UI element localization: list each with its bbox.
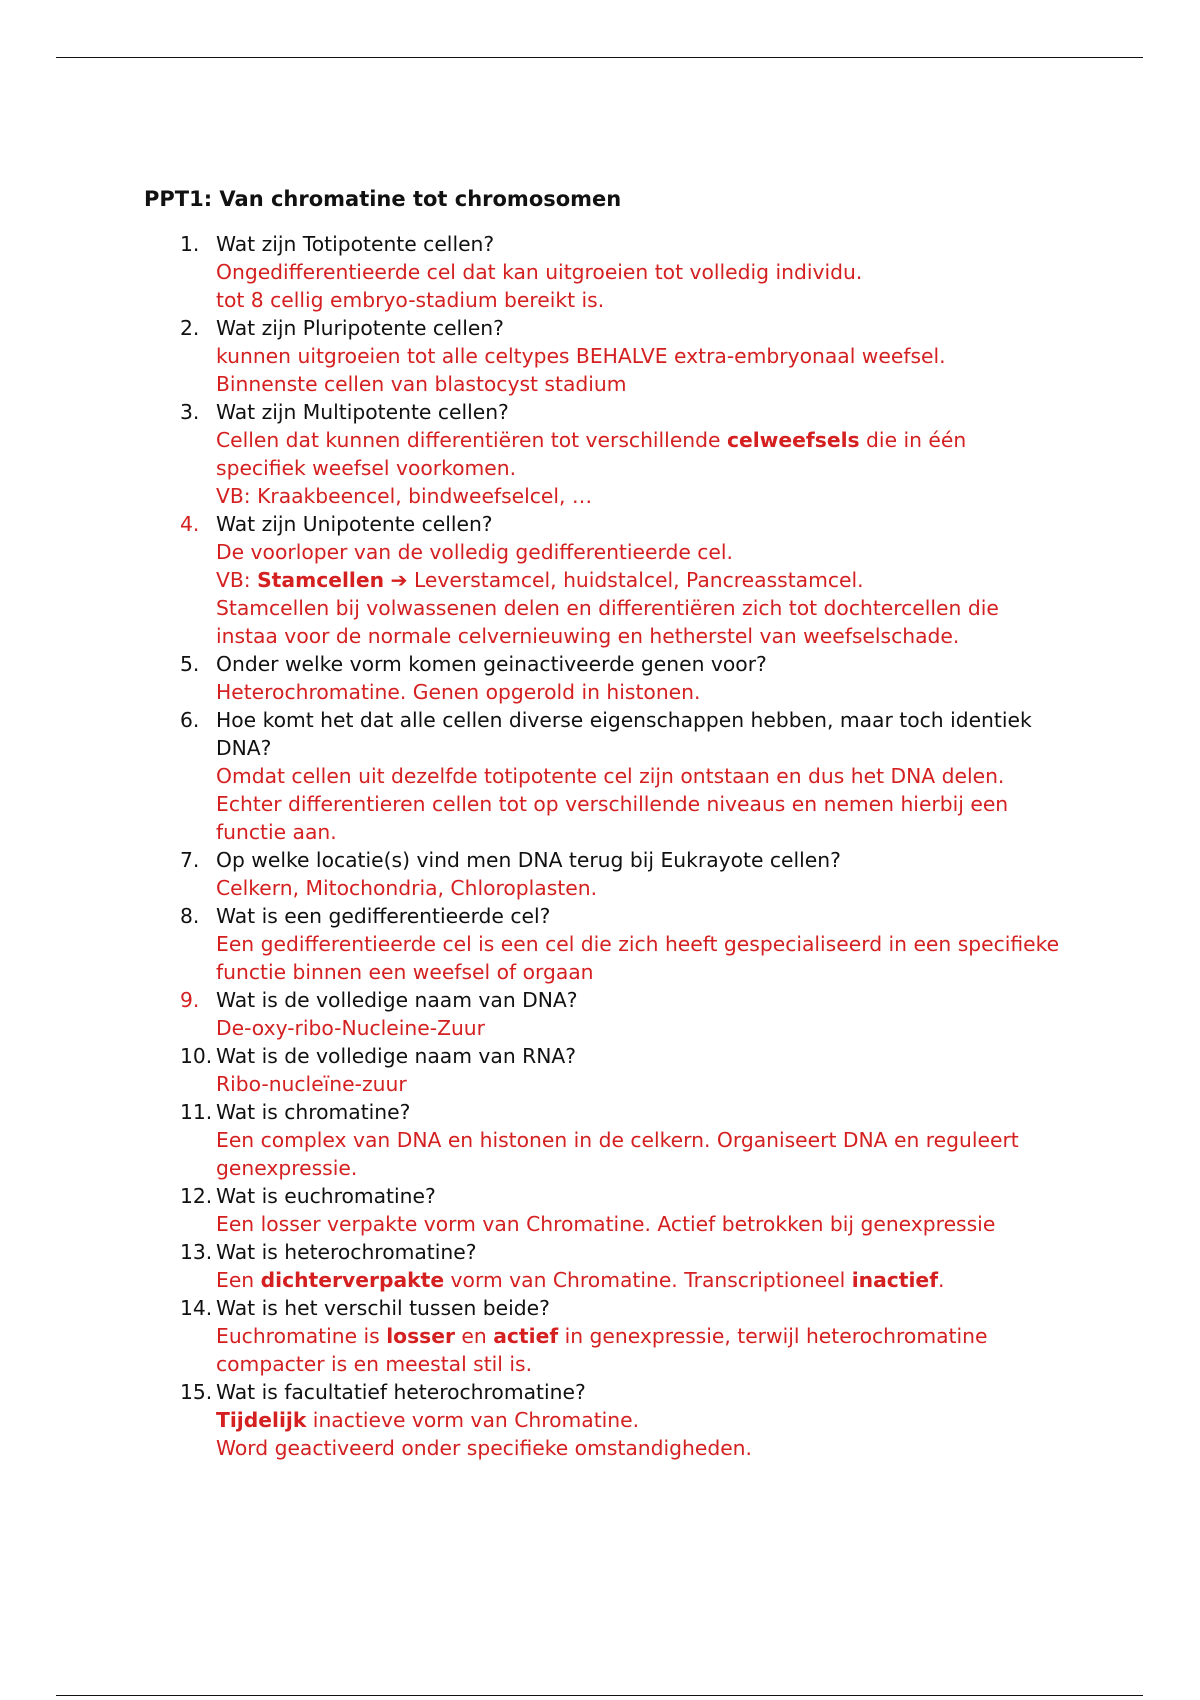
- answer-emphasis: Stamcellen: [257, 568, 385, 592]
- answer-line: [216, 678, 1060, 706]
- answer-line: [216, 790, 1060, 846]
- answer-line: [216, 370, 1060, 398]
- question-item: [180, 1378, 1060, 1462]
- question-text: Wat zijn Totipotente cellen?: [216, 232, 495, 256]
- question-item: [180, 1182, 1060, 1238]
- answer-text: en: [454, 1324, 494, 1348]
- answer-text: Heterochromatine. Genen opgerold in histonen.: [216, 680, 701, 704]
- question-item: [180, 986, 1060, 1042]
- question-number: 10.: [180, 1044, 213, 1068]
- answer-line: [216, 426, 1060, 482]
- answer-line: [216, 258, 1060, 286]
- answer-text: Een complex van DNA en histonen in de celkern. Organiseert DNA en reguleert genexpressie.: [216, 1128, 1019, 1180]
- answer-text: Ribo-nucleïne-zuur: [216, 1072, 407, 1096]
- bottom-rule: [56, 1695, 1143, 1696]
- answer-line: [216, 1322, 1060, 1378]
- question-number: 14.: [180, 1296, 213, 1320]
- question-item: [180, 650, 1060, 706]
- answer-text: inactieve vorm van Chromatine.: [306, 1408, 640, 1432]
- answer-emphasis: celweefsels: [726, 428, 860, 452]
- question-text: Wat is euchromatine?: [216, 1184, 436, 1208]
- question-text: Wat is de volledige naam van DNA?: [216, 988, 578, 1012]
- question-text: Wat is heterochromatine?: [216, 1240, 477, 1264]
- question-list: [180, 230, 1060, 1462]
- answer-text: Celkern, Mitochondria, Chloroplasten.: [216, 876, 598, 900]
- question-number: 2.: [180, 316, 200, 340]
- answer-line: [216, 762, 1060, 790]
- answer-line: [216, 930, 1060, 986]
- answer-text: Stamcellen bij volwassenen delen en differentiëren zich tot dochtercellen die instaa voor de normale celvernieuwing en hetherstel van weefselschade.: [216, 596, 999, 648]
- question-item: [180, 1294, 1060, 1378]
- answer-text: Cellen dat kunnen differentiëren tot verschillende: [216, 428, 727, 452]
- answer-line: [216, 1126, 1060, 1182]
- answer-text: .: [938, 1268, 945, 1292]
- answer-line: [216, 1406, 1060, 1434]
- answer-emphasis: Tijdelijk: [216, 1408, 307, 1432]
- answer-text: Echter differentieren cellen tot op verschillende niveaus en nemen hierbij een functie aan.: [216, 792, 1009, 844]
- question-text: Wat zijn Unipotente cellen?: [216, 512, 493, 536]
- answer-text: Word geactiveerd onder specifieke omstandigheden.: [216, 1436, 752, 1460]
- answer-text: Euchromatine is: [216, 1324, 387, 1348]
- question-item: [180, 230, 1060, 314]
- answer-text: De-oxy-ribo-Nucleine-Zuur: [216, 1016, 486, 1040]
- answer-text: De voorloper van de volledig gedifferentieerde cel.: [216, 540, 733, 564]
- answer-text: kunnen uitgroeien tot alle celtypes BEHALVE extra-embryonaal weefsel.: [216, 344, 946, 368]
- question-number: 4.: [180, 512, 200, 536]
- question-text: Op welke locatie(s) vind men DNA terug bij Eukrayote cellen?: [216, 848, 841, 872]
- answer-text: die in één specifiek weefsel voorkomen.: [216, 428, 967, 480]
- question-number: 6.: [180, 708, 200, 732]
- question-item: [180, 398, 1060, 510]
- question-number: 9.: [180, 988, 200, 1012]
- question-text: Wat zijn Pluripotente cellen?: [216, 316, 504, 340]
- question-number: 7.: [180, 848, 200, 872]
- question-item: [180, 706, 1060, 846]
- answer-text: Ongedifferentieerde cel dat kan uitgroeien tot volledig individu.: [216, 260, 863, 284]
- question-text: Wat zijn Multipotente cellen?: [216, 400, 509, 424]
- answer-line: [216, 482, 1060, 510]
- question-text: Onder welke vorm komen geinactiveerde genen voor?: [216, 652, 767, 676]
- answer-emphasis: inactief: [851, 1268, 939, 1292]
- question-item: [180, 1238, 1060, 1294]
- answer-line: [216, 566, 1060, 594]
- answer-line: [216, 1434, 1060, 1462]
- answer-text: tot 8 cellig embryo-stadium bereikt is.: [216, 288, 605, 312]
- question-item: [180, 1042, 1060, 1098]
- answer-line: [216, 1266, 1060, 1294]
- question-number: 12.: [180, 1184, 213, 1208]
- answer-text: Een losser verpakte vorm van Chromatine. Actief betrokken bij genexpressie: [216, 1212, 996, 1236]
- question-number: 11.: [180, 1100, 213, 1124]
- answer-line: [216, 538, 1060, 566]
- answer-text: ➔ Leverstamcel, huidstalcel, Pancreasstamcel.: [384, 568, 864, 592]
- answer-line: [216, 1210, 1060, 1238]
- question-item: [180, 1098, 1060, 1182]
- answer-text: VB: Kraakbeencel, bindweefselcel, …: [216, 484, 593, 508]
- question-number: 1.: [180, 232, 200, 256]
- question-number: 15.: [180, 1380, 213, 1404]
- answer-line: [216, 1070, 1060, 1098]
- question-text: Wat is facultatief heterochromatine?: [216, 1380, 586, 1404]
- question-text: Wat is het verschil tussen beide?: [216, 1296, 550, 1320]
- answer-line: [216, 594, 1060, 650]
- answer-text: in genexpressie, terwijl heterochromatine compacter is en meestal stil is.: [216, 1324, 988, 1376]
- answer-line: [216, 1014, 1060, 1042]
- question-item: [180, 510, 1060, 650]
- question-text: Hoe komt het dat alle cellen diverse eigenschappen hebben, maar toch identiek DNA?: [216, 708, 1032, 760]
- question-text: Wat is chromatine?: [216, 1100, 411, 1124]
- top-rule: [56, 57, 1143, 58]
- question-text: Wat is de volledige naam van RNA?: [216, 1044, 577, 1068]
- question-text: Wat is een gedifferentieerde cel?: [216, 904, 551, 928]
- question-item: [180, 902, 1060, 986]
- answer-text: Een gedifferentieerde cel is een cel die zich heeft gespecialiseerd in een specifieke functie binnen een weefsel of orgaan: [216, 932, 1060, 984]
- answer-line: [216, 342, 1060, 370]
- answer-emphasis: actief: [493, 1324, 559, 1348]
- question-item: [180, 846, 1060, 902]
- question-number: 13.: [180, 1240, 213, 1264]
- answer-text: VB:: [216, 568, 258, 592]
- answer-line: [216, 286, 1060, 314]
- question-number: 3.: [180, 400, 200, 424]
- answer-text: Een: [216, 1268, 261, 1292]
- answer-text: Omdat cellen uit dezelfde totipotente cel zijn ontstaan en dus het DNA delen.: [216, 764, 1005, 788]
- question-number: 8.: [180, 904, 200, 928]
- answer-text: vorm van Chromatine. Transcriptioneel: [444, 1268, 852, 1292]
- answer-text: Binnenste cellen van blastocyst stadium: [216, 372, 627, 396]
- answer-line: [216, 874, 1060, 902]
- answer-emphasis: losser: [386, 1324, 455, 1348]
- page-title: PPT1: Van chromatine tot chromosomen: [144, 187, 622, 211]
- question-item: [180, 314, 1060, 398]
- answer-emphasis: dichterverpakte: [260, 1268, 445, 1292]
- question-number: 5.: [180, 652, 200, 676]
